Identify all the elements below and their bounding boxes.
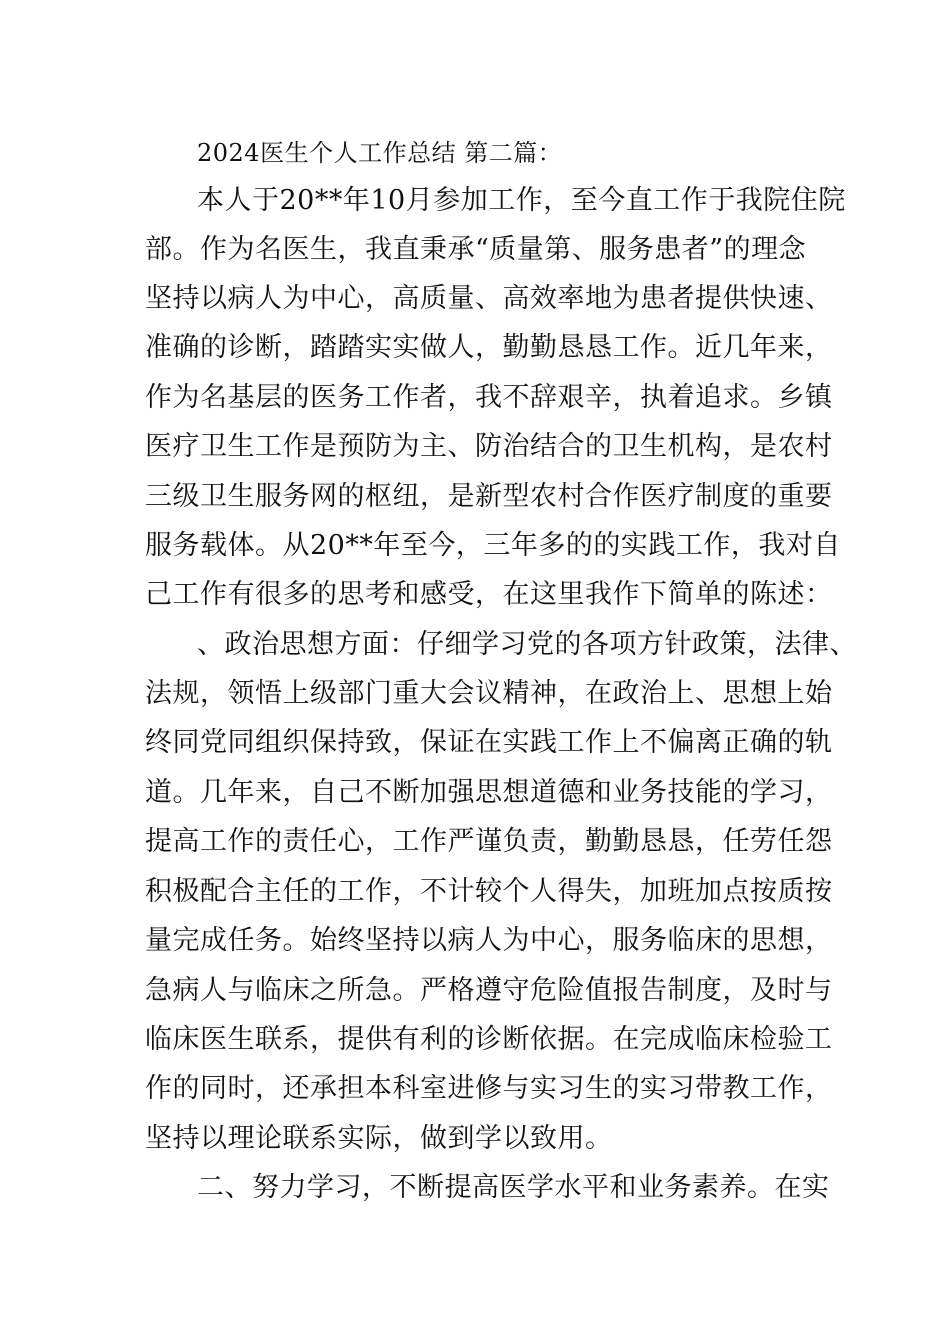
paragraph-line: 三级卫生服务网的枢纽，是新型农村合作医疗制度的重要 <box>145 481 833 512</box>
paragraph-line: 积极配合主任的工作，不计较个人得失，加班加点按质按 <box>145 876 833 907</box>
paragraph-line: 提高工作的责任心，工作严谨负责，勤勤恳恳，任劳任怨 <box>145 826 833 857</box>
paragraph-line: 临床医生联系，提供有利的诊断依据。在完成临床检验工 <box>145 1024 833 1055</box>
paragraph-line: 作的同时，还承担本科室进修与实习生的实习带教工作， <box>145 1073 833 1104</box>
paragraph-line: 医疗卫生工作是预防为主、防治结合的卫生机构，是农村 <box>145 431 833 462</box>
paragraph-line: 急病人与临床之所急。严格遵守危险值报告制度，及时与 <box>145 975 833 1006</box>
paragraph-line: 服务载体。从20**年至今，三年多的的实践工作，我对自 <box>145 530 841 561</box>
document-title: 2024医生个人工作总结 第二篇： <box>197 139 563 167</box>
paragraph-line: 、政治思想方面：仔细学习党的各项方针政策，法律、 <box>197 629 857 660</box>
paragraph-line: 法规，领悟上级部门重大会议精神，在政治上、思想上始 <box>145 678 833 709</box>
paragraph-line: 己工作有很多的思考和感受，在这里我作下简单的陈述： <box>145 579 833 610</box>
paragraph-line: 二、努力学习，不断提高医学水平和业务素养。在实 <box>197 1172 830 1203</box>
paragraph-line: 本人于20**年10月参加工作，至今直工作于我院住院 <box>197 185 846 216</box>
paragraph-line: 量完成任务。始终坚持以病人为中心，服务临床的思想， <box>145 925 833 956</box>
paragraph-line: 道。几年来，自己不断加强思想道德和业务技能的学习， <box>145 777 833 808</box>
paragraph-line: 部。作为名医生，我直秉承“质量第、服务患者”的理念 <box>145 234 807 265</box>
paragraph-line: 坚持以病人为中心，高质量、高效率地为患者提供快速、 <box>145 283 833 314</box>
paragraph-line: 准确的诊断，踏踏实实做人，勤勤恳恳工作。近几年来， <box>145 332 833 363</box>
paragraph-line: 作为名基层的医务工作者，我不辞艰辛，执着追求。乡镇 <box>145 382 833 413</box>
paragraph-line: 坚持以理论联系实际，做到学以致用。 <box>145 1123 613 1154</box>
paragraph-line: 终同党同组织保持致，保证在实践工作上不偏离正确的轨 <box>145 727 833 758</box>
